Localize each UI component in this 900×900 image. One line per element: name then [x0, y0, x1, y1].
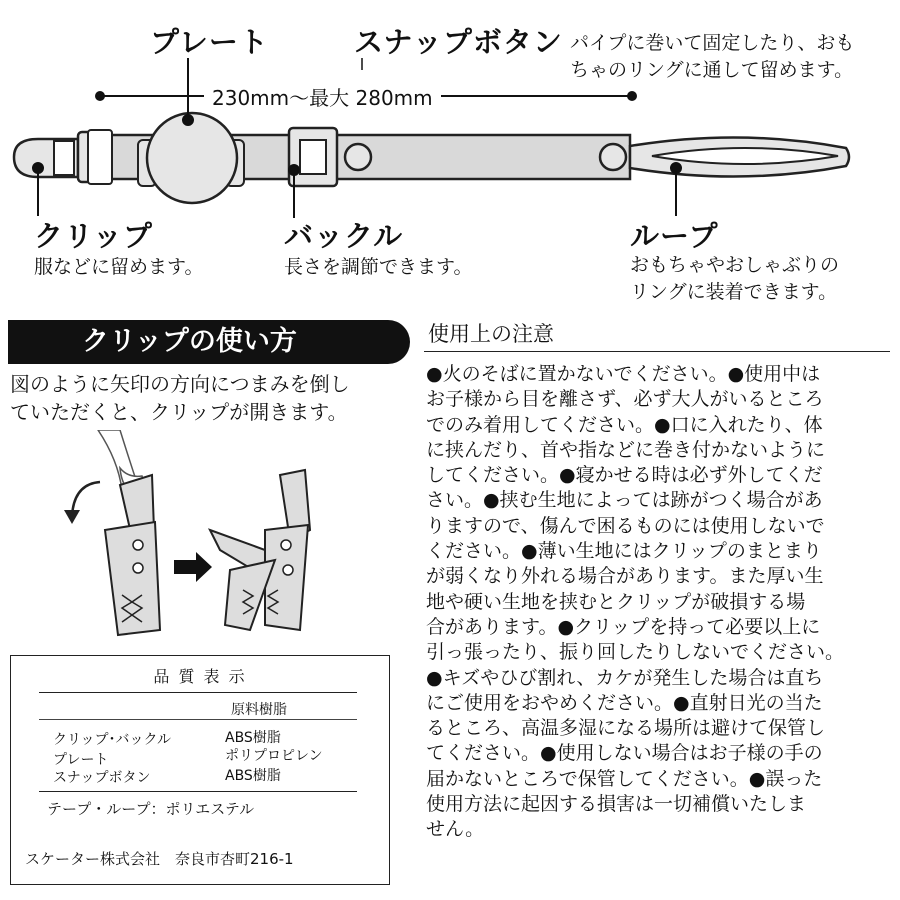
usage-note-line-2: ちゃのリングに通して留めます。 — [570, 59, 854, 81]
snap-button-right — [600, 144, 626, 170]
caution-line: が弱くなり外れる場合があります。また厚い生 — [426, 565, 824, 588]
caution-line: ●火のそばに置かないでください。●使用中は — [426, 363, 821, 385]
loop-description-line-2: リングに装着できます。 — [630, 281, 838, 303]
caution-line: でのみ着用してください。●口に入れたり、体 — [426, 413, 823, 436]
caution-title: 使用上の注意 — [428, 322, 554, 346]
closed-clip-icon — [105, 475, 160, 635]
part-clip-buckle: クリップ･バックル — [53, 732, 172, 748]
snap-button — [345, 144, 371, 170]
caution-line: してください。●寝かせる時は必ず外してくだ — [426, 464, 823, 487]
caution-line: ください。●薄い生地にはクリップのまとまり — [426, 540, 822, 563]
buckle-label: バックル — [284, 219, 404, 253]
caution-line: てください。●使用しない場合はお子様の手の — [426, 742, 823, 765]
plate — [138, 113, 244, 203]
caution-line: に挟んだり、首や指などに巻き付かないように — [426, 438, 826, 461]
quality-label-box — [10, 655, 390, 885]
material-plate: ポリプロピレン — [225, 748, 323, 764]
part-snap-button: スナップボタン — [53, 770, 151, 786]
arrow-right-icon — [174, 552, 212, 582]
caution-line: りますので、傷んで困るものには使用しないで — [426, 514, 825, 537]
usage-note — [570, 30, 854, 84]
company-info: スケーター株式会社 奈良市杏町216-1 — [25, 850, 294, 868]
caution-line: さい。●挟む生地によっては跡がつく場合があ — [426, 489, 823, 512]
caution-line: 引っ張ったり、振り回したりしないでください。 — [426, 641, 845, 664]
how-to-text — [10, 370, 350, 426]
loop — [630, 137, 849, 176]
material-snap-button: ABS樹脂 — [225, 768, 281, 784]
how-to-line-2: ていただくと、クリップが開きます。 — [10, 400, 348, 424]
caution-line: るところ、高温多湿になる場所は避けて保管し — [426, 717, 826, 740]
tape-loop-material: テープ・ループ：ポリエステル — [47, 800, 255, 818]
caution-line: せん。 — [426, 818, 485, 841]
clip-description: 服などに留めます。 — [34, 256, 204, 278]
caution-body — [426, 362, 844, 843]
clip-usage-illustration — [60, 430, 370, 645]
how-to-heading: クリップの使い方 — [8, 320, 410, 364]
length-label: 230mm〜最大 280mm — [204, 82, 441, 111]
quality-table — [39, 692, 357, 792]
material-header: 原料樹脂 — [231, 702, 287, 718]
plate-label: プレート — [150, 25, 269, 59]
caution-line: 使用方法に起因する損害は一切補償いたしま — [426, 793, 807, 816]
loop-label: ループ — [630, 219, 719, 253]
quality-title: 品 質 表 示 — [153, 667, 247, 686]
loop-description — [630, 252, 839, 306]
caution-divider — [424, 351, 890, 352]
loop-description-line-1: おもちゃやおしゃぶりの — [630, 254, 840, 276]
part-plate: プレート — [53, 752, 109, 768]
usage-note-line-1: パイプに巻いて固定したり、おも — [570, 32, 855, 54]
caution-line: ●キズやひび割れ、カケが発生した場合は直ち — [426, 666, 824, 689]
caution-line: 届かないところで保管してください。●誤った — [426, 767, 823, 790]
clip — [14, 130, 112, 184]
caution-line: 地や硬い生地を挟むとクリップが破損する場 — [426, 590, 806, 613]
snap-button-label: スナップボタン — [354, 25, 563, 59]
caution-line: お子様から目を離さず、必ず大人がいるところ — [426, 388, 824, 411]
caution-line: 合があります。●クリップを持って必要以上に — [426, 615, 821, 638]
open-clip-icon — [210, 470, 310, 630]
caution-line: にご使用をおやめください。●直射日光の当た — [426, 691, 823, 714]
buckle — [289, 128, 337, 186]
clip-label: クリップ — [34, 219, 153, 253]
how-to-line-1: 図のように矢印の方向につまみを倒し — [10, 372, 350, 396]
material-clip-buckle: ABS樹脂 — [225, 730, 281, 746]
buckle-description: 長さを調節できます。 — [284, 256, 473, 278]
